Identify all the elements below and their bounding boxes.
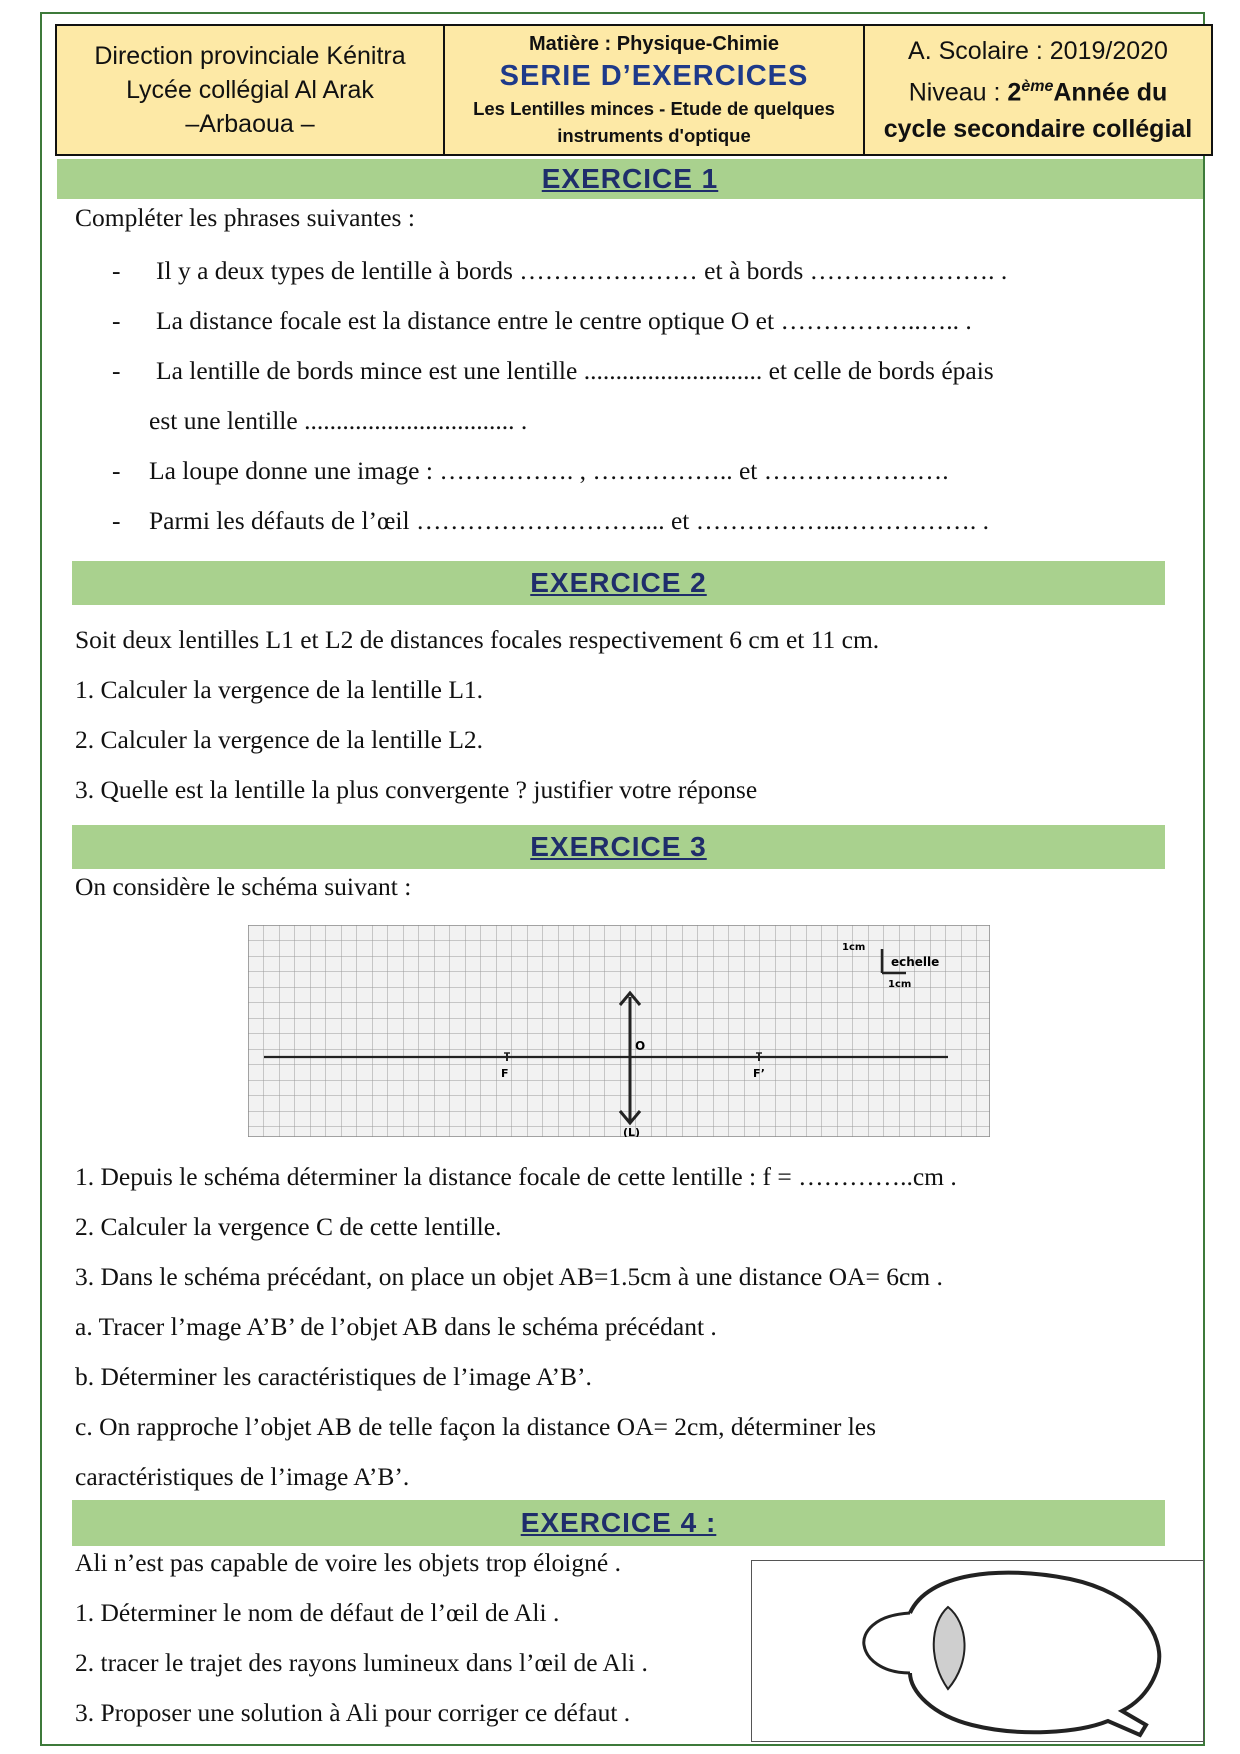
grid-paper	[248, 925, 990, 1137]
scale-v-label: 1cm	[842, 942, 866, 953]
scale-h-label: 1cm	[888, 979, 912, 990]
ex4-statement: Ali n’est pas capable de voire les objets trop éloigné .	[75, 1548, 621, 1577]
ex1-intro: Compléter les phrases suivantes :	[75, 203, 415, 232]
subtitle-line-2: instruments d'optique	[557, 125, 751, 146]
level-label: Niveau :	[908, 78, 1008, 107]
ex3-title-band	[72, 825, 1165, 869]
ex3-q3c: c. On rapproche l’objet AB de telle façon la distance OA= 2cm, déterminer les	[75, 1412, 877, 1441]
lens-diagram	[248, 925, 990, 1137]
header-table	[55, 24, 1213, 156]
header-subject	[445, 26, 865, 154]
level-line	[909, 69, 1168, 110]
ex2-q1: 1. Calculer la vergence de la lentille L1.	[75, 675, 484, 704]
level-number: 2	[1007, 78, 1022, 107]
subtitle-line-1: Les Lentilles minces - Etude de quelques	[473, 98, 835, 119]
ex3-intro: On considère le schéma suivant :	[75, 872, 412, 901]
bullet-dash: -	[112, 506, 121, 535]
ex1-item-3: La lentille de bords mince est une lentille ............................ et celle de bords épais	[156, 356, 994, 385]
label-L: (L)	[623, 1126, 641, 1137]
level-rest: Année du	[1053, 78, 1168, 107]
ex3-q3b: b. Déterminer les caractéristiques de l’image A’B’.	[75, 1362, 592, 1391]
ex4-title-band	[72, 1500, 1165, 1546]
label-O: O	[635, 1039, 646, 1053]
eye-figure-box	[751, 1560, 1204, 1742]
header-school	[57, 26, 445, 154]
eye-diagram	[752, 1561, 1202, 1740]
ex4-title: EXERCICE 4 :	[520, 1507, 717, 1538]
ex2-q2: 2. Calculer la vergence de la lentille L2.	[75, 725, 484, 754]
ex1-title: EXERCICE 1	[541, 163, 719, 194]
cycle-label: cycle secondaire collégial	[883, 114, 1193, 143]
school-year: A. Scolaire : 2019/2020	[908, 37, 1168, 66]
ex1-item-3-cont: est une lentille ................................. .	[149, 406, 528, 435]
ex1-title-band	[57, 159, 1203, 199]
school-name: Lycée collégial Al Arak	[126, 76, 374, 104]
ex3-q2: 2. Calculer la vergence C de cette lentille.	[75, 1212, 502, 1241]
ex4-q3: 3. Proposer une solution à Ali pour corriger ce défaut .	[75, 1698, 631, 1727]
ex3-title: EXERCICE 3	[530, 831, 707, 862]
label-Fprime: F’	[753, 1067, 765, 1080]
ex1-item-1: Il y a deux types de lentille à bords ………………… et à bords …………………. .	[156, 256, 1008, 285]
crystalline-lens	[934, 1607, 965, 1689]
ex1-item-4: La loupe donne une image : ……………. , …………….. et ………………….	[149, 456, 949, 485]
ex4-q1: 1. Déterminer le nom de défaut de l’œil de Ali .	[75, 1598, 560, 1627]
page-title: SERIE D’EXERCICES	[499, 60, 809, 92]
ex3-q3c-cont: caractéristiques de l’image A’B’.	[75, 1462, 410, 1491]
ex2-title: EXERCICE 2	[530, 567, 707, 598]
scale-title: echelle	[891, 955, 940, 969]
cornea-outline	[864, 1613, 910, 1673]
school-city: –Arbaoua –	[185, 110, 315, 138]
bullet-dash: -	[112, 256, 121, 285]
ex3-q3: 3. Dans le schéma précédant, on place un objet AB=1.5cm à une distance OA= 6cm .	[75, 1262, 943, 1291]
ex2-q3: 3. Quelle est la lentille la plus convergente ? justifier votre réponse	[75, 775, 758, 804]
ex1-item-2: La distance focale est la distance entre le centre optique O et ……………..….. .	[156, 306, 972, 335]
bullet-dash: -	[112, 356, 121, 385]
label-F: F	[501, 1067, 509, 1080]
ex3-q3a: a. Tracer l’mage A’B’ de l’objet AB dans le schéma précédant .	[75, 1312, 717, 1341]
level-sup: ème	[1021, 78, 1054, 96]
bullet-dash: -	[112, 456, 121, 485]
ex4-q2: 2. tracer le trajet des rayons lumineux dans l’œil de Ali .	[75, 1648, 648, 1677]
ex2-statement: Soit deux lentilles L1 et L2 de distances focales respectivement 6 cm et 11 cm.	[75, 625, 880, 654]
ex1-item-5: Parmi les défauts de l’œil ………………………... et ……………...……………. .	[149, 506, 990, 535]
ex2-title-band	[72, 561, 1165, 605]
ex3-q1: 1. Depuis le schéma déterminer la distance focale de cette lentille : f = …………..cm .	[75, 1162, 957, 1191]
header-level	[865, 26, 1211, 154]
bullet-dash: -	[112, 306, 121, 335]
school-direction: Direction provinciale Kénitra	[94, 42, 406, 70]
subject-label: Matière : Physique-Chimie	[528, 33, 780, 55]
